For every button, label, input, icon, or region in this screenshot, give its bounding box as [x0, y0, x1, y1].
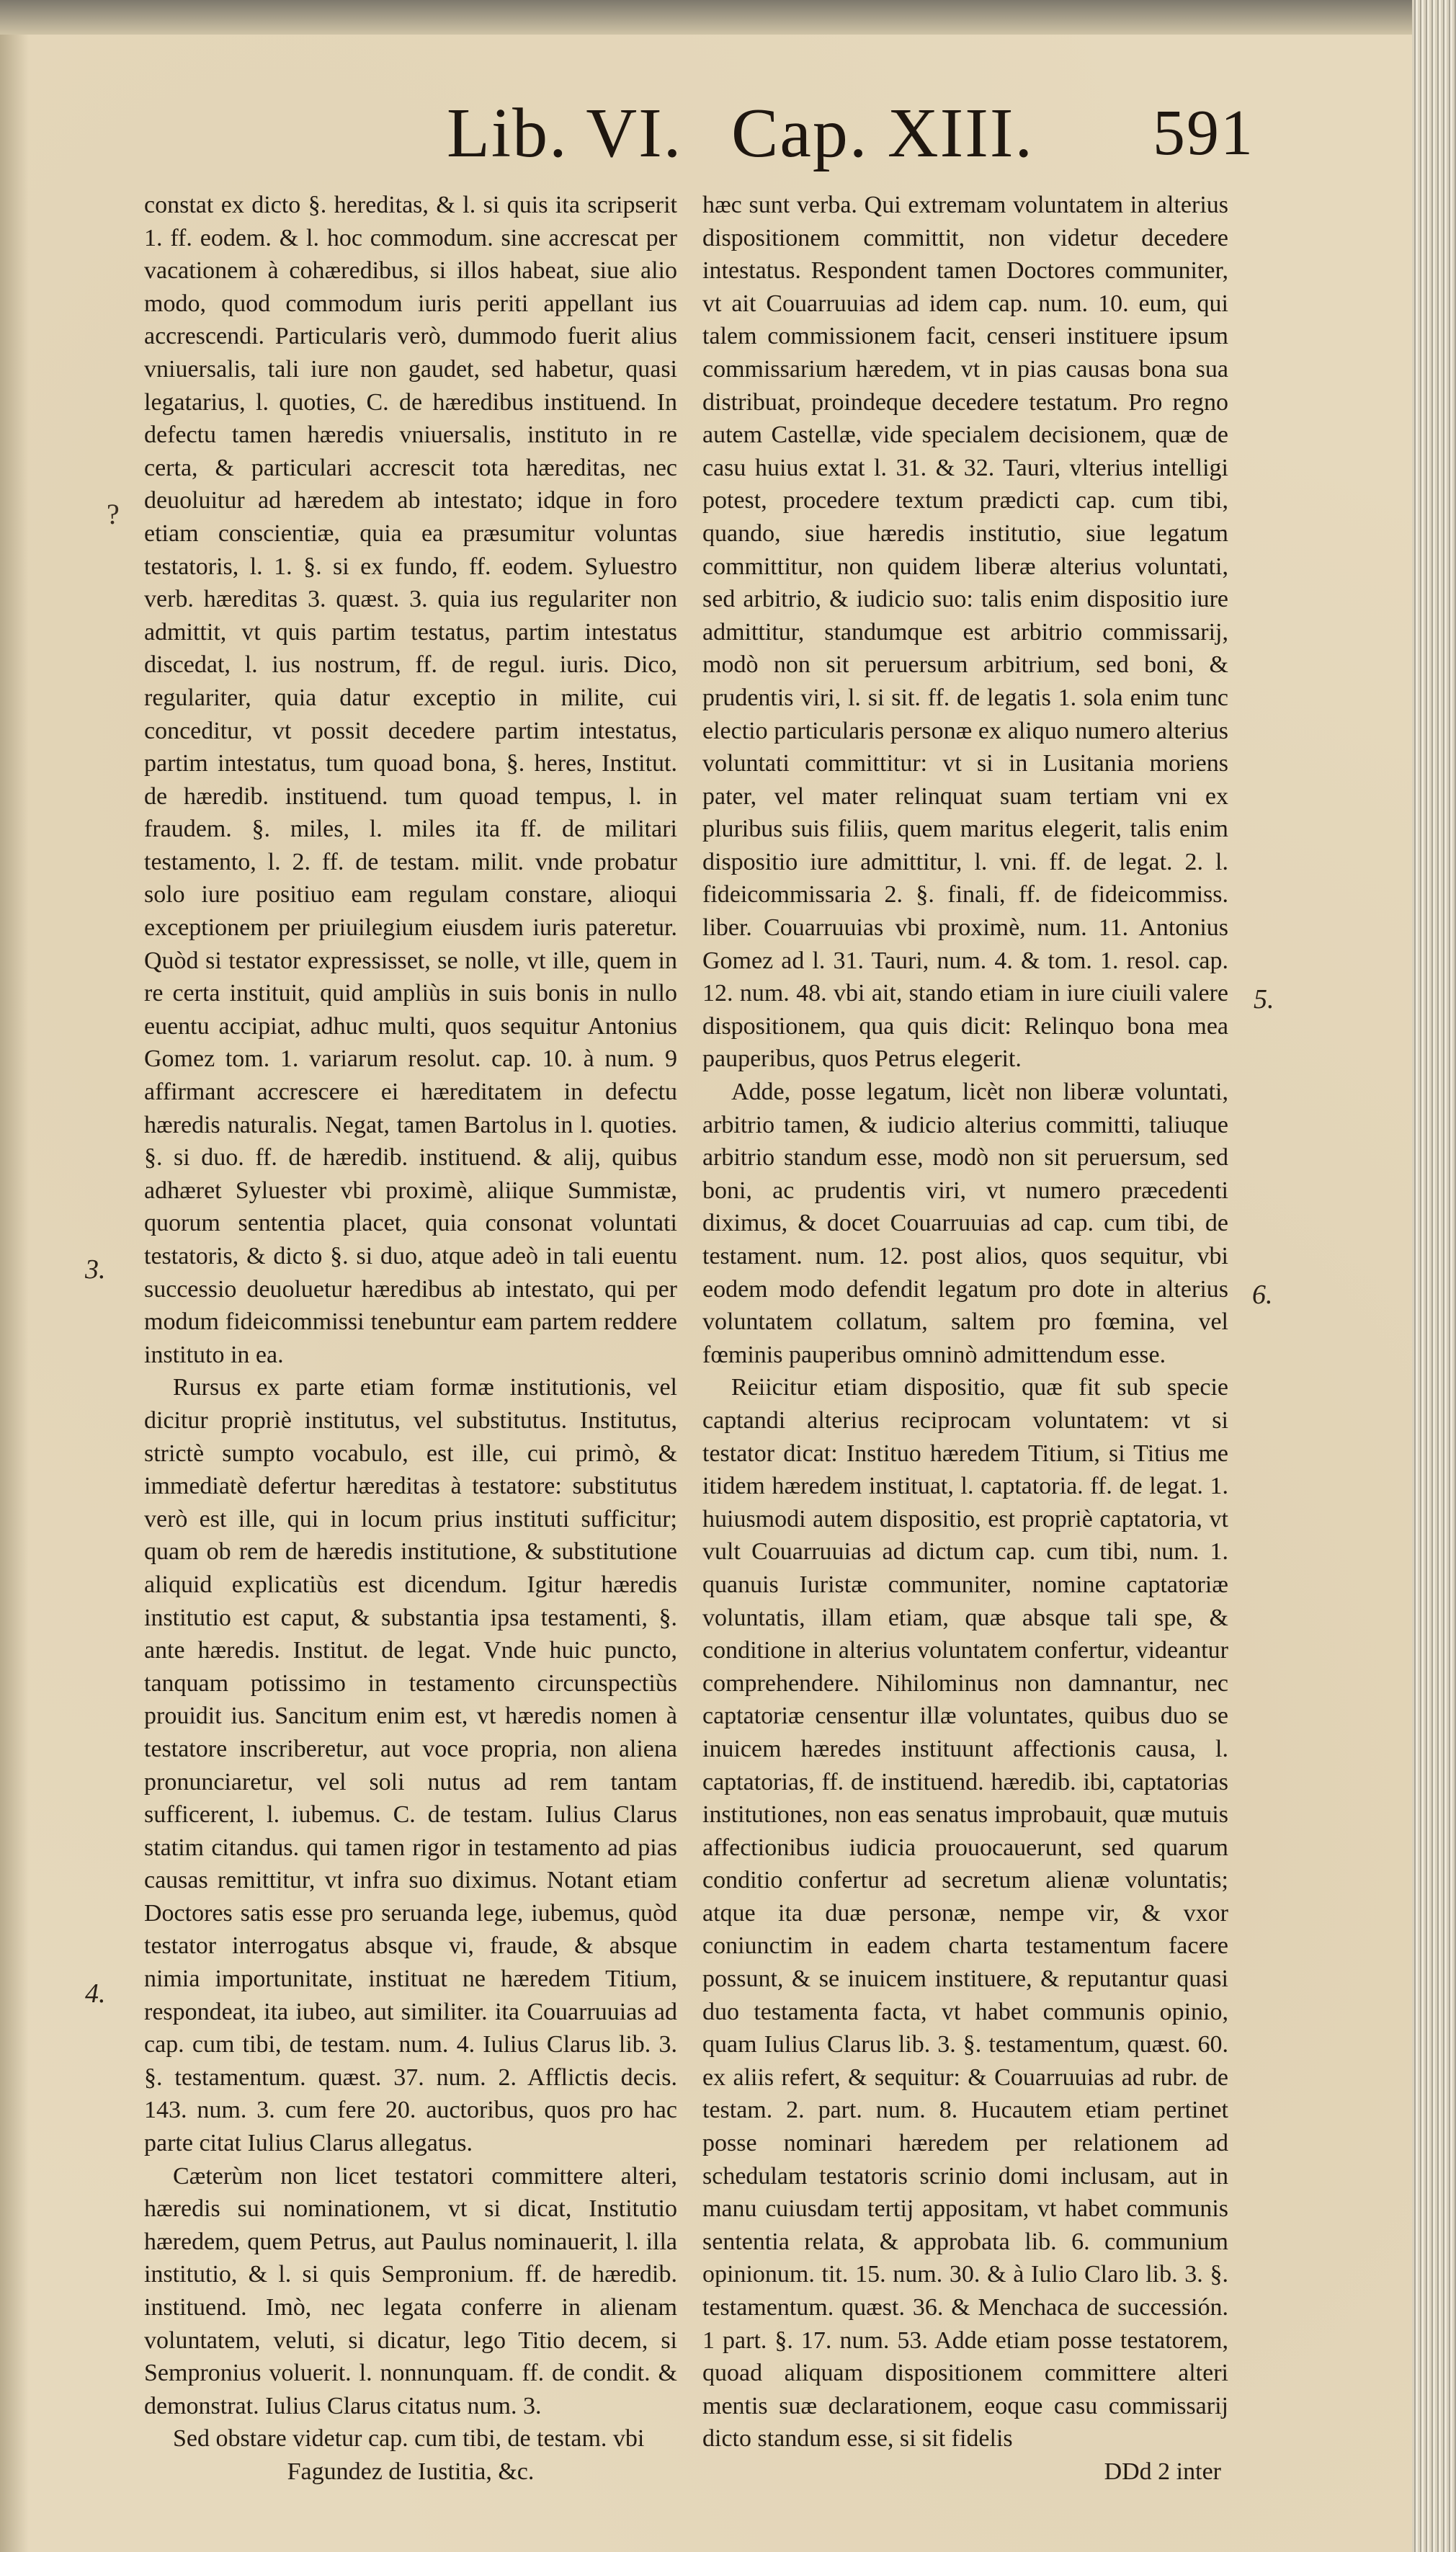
paragraph: hæc sunt verba. Qui extremam voluntatem in alterius dispositionem committit, non videtur decedere intestatus. Respondent tamen Doctores communiter, vt ait Couarruuias ad idem cap. num. 10. eum, qui talem commissionem facit, censeri instituere ipsum commissarium hæredem, vt in pias causas bona sua distribuat, proindeque decedere testatum. Pro regno autem Castellæ, vide specialem decisionem, quæ de casu huius extat l. 31. & 32. Tauri, vlterius intelligi potest, procedere textum prædicti cap. cum tibi, quando, siue hæredis institutio, siue legatum committitur, non quidem liberæ alterius voluntati, sed arbitrio, & iudicio suo: talis enim dispositio iure admittitur, standumque est arbitrio commissarij, modò non sit peruersum arbitrium, sed boni, & prudentis viri, l. si sit. ff. de legatis 1. sola enim tunc electio particularis personæ ex aliquo numero alterius voluntati committitur: vt si in Lusitania moriens pater, vel mater relinquat suam tertiam vni ex pluribus suis filiis, quem maritus elegerit, talis enim dispositio iure admittitur, l. vni. ff. de legat. 2. l. fideicommissaria 2. §. finali, ff. de fideicommiss. liber. Couarruuias vbi proximè, num. 11. Antonius Gomez ad l. 31. Tauri, num. 4. & tom. 1. resol. cap. 12. num. 48. vbi ait, stando etiam in iure ciuili valere dispositionem, qua quis dicit: Relinquo bona mea pauperibus, quos Petrus elegerit.: [702, 192, 1228, 1073]
running-head-book: Lib. VI.: [447, 94, 683, 172]
margin-number: 4.: [85, 1978, 106, 2009]
signature-line: Fagundez de Iustitia, &c.: [287, 2458, 535, 2485]
page-number: 591: [1153, 97, 1254, 169]
margin-number: 5.: [1254, 984, 1274, 1014]
binding-gutter: [0, 35, 29, 2552]
margin-number: 3.: [85, 1254, 106, 1285]
paragraph: constat ex dicto §. hereditas, & l. si quis ita scripserit 1. ff. eodem. & l. hoc commodum. sine accrescat per vacationem à cohæredibus, si illos habeat, siue alio modo, quod commodum iuris periti appellant ius accrescendi. Particularis verò, dummodo fuerit alius vniuersalis, tali iure non gaudet, sed habetur, quasi legatarius, l. quoties, C. de hæredibus instituend. In defectu tamen hæredis vniuersalis, instituto in re certa, & particulari accrescit tota hæreditas, nec deuoluitur ad hæredem ab intestato; idque in foro etiam conscientiæ, quia ea præsumitur voluntas testatoris, l. 1. §. si ex fundo, ff. eodem. Syluestro verb. hæreditas 3. quæst. 3. quia ius regulariter non admittit, vt quis partim testatus, partim intestatus discedat, l. ius nostrum, ff. de regul. iuris. Dico, regulariter, quia datur exceptio in milite, cui conceditur, vt possit decedere partim intestatus, partim intestatus, tum quoad bona, §. heres, Institut. de hæredib. instituend. tum quoad tempus, l. in fraudem. §. miles, l. miles ita ff. de militari testamento, l. 2. ff. de testam. milit. vnde probatur solo iure positiuo eam regulam constare, alioqui exceptionem per priuilegium eiusdem iuris pateretur. Quòd si testator expressisset, se nolle, vt ille, quem in re certa instituit, quid ampliùs in suis bonis in nullo euentu accipiat, adhuc multi, quos sequitur Antonius Gomez tom. 1. variarum resolut. cap. 10. à num. 9 affirmant accrescere ei hæreditatem in defectu hæredis naturalis. Negat, tamen Bartolus in l. quoties. §. si duo. ff. de hæredib. instituend. & alij, quibus adhæret Syluester vbi proximè, aliique Summistæ, quorum sententia placet, quia consonat voluntati testatoris, & dicto §. si duo, atque adeò in tali euentu successio deuoluetur hæredibus ab intestato, qui per modum fideicommissi tenebuntur eam partem reddere instituto in ea.: [144, 192, 677, 1368]
catchword-line: DDd 2 inter: [1104, 2458, 1221, 2485]
margin-number: 6.: [1252, 1280, 1273, 1310]
paragraph: Rursus ex parte etiam formæ institutionis, vel dicitur propriè institutus, vel substitutus. Institutus, strictè sumpto vocabulo, est ille, cui primò, & immediatè defertur hæreditas à testatore: substitutus verò est ille, qui in locum prius instituti sufficitur; quam ob rem de hæredis institutione, & substitutione aliquid explicatiùs est dicendum. Igitur hæredis institutio est caput, & substantia ipsa testamenti, §. ante hæredis. Institut. de legat. Vnde huic puncto, tanquam potissimo in testamento circunspectiùs prouidit ius. Sancitum enim est, vt hæredis nomen à testatore inscriberetur, aut voce propria, non aliena pronunciaretur, vel soli nutus ad rem tantam sufficerent, l. iubemus. C. de testam. Iulius Clarus statim citandus. qui tamen rigor in testamento ad pias causas remittitur, vt infra suo diximus. Notant etiam Doctores satis esse pro seruanda lege, iubemus, quòd testator interrogatus absque vi, fraude, & absque nimia importunitate, instituat ne hæredem Titium, respondeat, ita iubeo, aut similiter. ita Couarruuias ad cap. cum tibi, de testam. num. 4. Iulius Clarus lib. 3. §. testamentum. quæst. 37. num. 2. Afflictis decis. 143. num. 3. cum fere 20. auctoribus, quos pro hac parte citat Iulius Clarus allegatus.: [144, 1374, 677, 2157]
running-head-chapter: Cap. XIII.: [731, 94, 1035, 172]
paragraph: Reiicitur etiam dispositio, quæ fit sub specie captandi alterius reciprocam voluntatem: vt si testator dicat: Instituo hæredem Titium, si Titius me itidem hæredem instituat, l. captatoria. ff. de legat. 1. huiusmodi autem dispositio, est propriè captatoria, vt vult Couarruuias ad dictum cap. cum tibi, num. 1. quanuis Iuristæ communiter, nomine captatoriæ voluntatis, illam etiam, quæ absque tali spe, & conditione in alterius voluntatem confertur, videantur comprehendere. Nihilominus non damnantur, nec captatoriæ censentur illæ voluntates, quibus duo se inuicem hæredes instituunt affectionis causa, l. captatorias, ff. de instituend. hæredib. ibi, captatorias institutiones, non eas senatus improbauit, quæ mutuis affectionibus iudicia prouocauerunt, sed quarum conditio confertur ad secretum alienæ voluntatis; atque ita duæ personæ, nempe vir, & vxor coniunctim in eadem charta testamentum facere possunt, & se inuicem instituere, & reputantur quasi duo testamenta facta, vt habet communis opinio, quam Iulius Clarus lib. 3. §. testamentum, quæst. 60. ex aliis refert, & sequitur: & Couarruuias ad rubr. de testam. 2. part. num. 8. Hucautem etiam pertinet posse nominari hæredem per relationem ad schedulam testatoris scrinio domi inclusam, aut in manu cuiusdam tertij appositam, vt habet communis sententia relata, & approbata lib. 6. communium opinionum. tit. 15. num. 30. & à Iulio Claro lib. 3. §. testamentum. quæst. 36. & Menchaca de successión. 1 part. §. 17. num. 53. Adde etiam posse testatorem, quoad aliquam dispositionem committere alteri mentis suæ declarationem, eoque casu commissarij dicto standum esse, si sit fidelis: [702, 1374, 1228, 2453]
top-shadow-band: [0, 0, 1412, 35]
paragraph: Sed obstare videtur cap. cum tibi, de testam. vbi: [173, 2425, 645, 2453]
right-text-column: [702, 189, 1228, 2489]
paragraph: Adde, posse legatum, licèt non liberæ voluntati, arbitrio tamen, & iudicio alterius committi, taliuque arbitrio standum esse, modò non sit peruersum, sed boni, ac prudentis viri, vt numero præcedenti diximus, & docet Couarruuias ad cap. cum tibi, de testament. num. 12. post alios, quos sequitur, vbi eodem modo defendit legatum pro dote in alterius voluntatem collatum, saltem pro fœmina, vel fœminis pauperibus omninò admittendum esse.: [702, 1079, 1228, 1368]
page-block-edge: [1412, 0, 1456, 2552]
marginal-ink-mark: ?: [107, 498, 120, 530]
left-text-column: [144, 189, 677, 2489]
paragraph: Cæterùm non licet testatori committere alteri, hæredis sui nominationem, vt si dicat, Institutio hæredem, quem Petrus, aut Paulus nominauerit, l. illa institutio, & l. si quis Sempronium. ff. de hæredib. instituend. Imò, nec legata conferre in alienam voluntatem, veluti, si dicatur, lego Titio decem, si Sempronius voluerit. l. nonnunquam. ff. de condit. & demonstrat. Iulius Clarus citatus num. 3.: [144, 2162, 677, 2419]
